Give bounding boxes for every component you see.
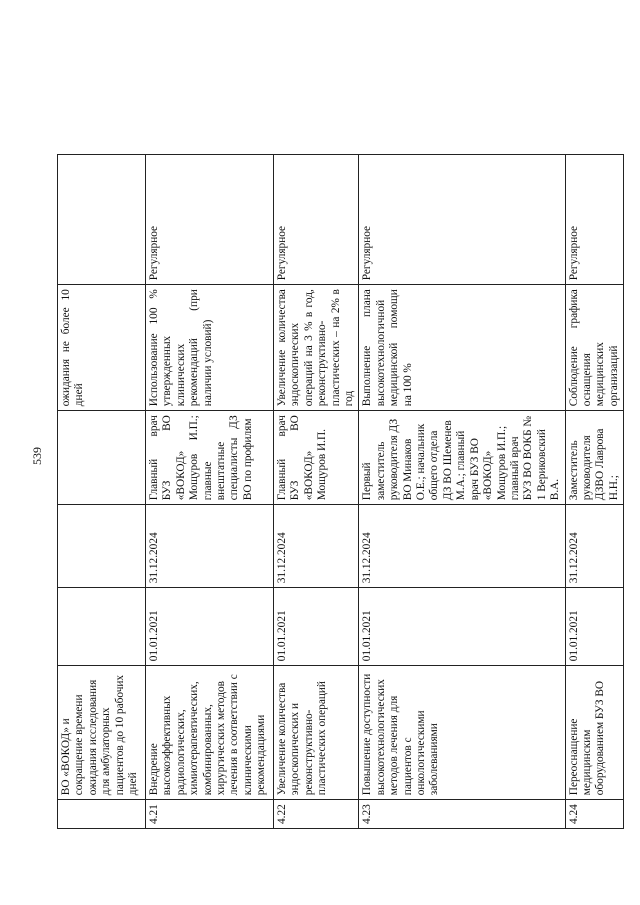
- measures-table: [57, 154, 624, 829]
- frequency-cell: Регулярное: [146, 155, 274, 285]
- result-cell: ожидания не более 10 дней: [58, 285, 146, 411]
- table-row: [146, 155, 274, 829]
- measure-cell: Повышение доступности высокотехнологических методов лечения для пациентов с онкологическими заболеваниями: [359, 666, 565, 800]
- result-cell: Увеличение количества эндоскопических операций на 3 % в год, реконструктивно-пластических – на 2% в год: [274, 285, 359, 411]
- responsible-cell: Заместитель руководителя ДЗВО Лаврова Н.Н.;: [565, 411, 624, 505]
- frequency-cell: [58, 155, 146, 285]
- frequency-cell: Регулярное: [274, 155, 359, 285]
- table-row: [359, 155, 565, 829]
- table-row: [274, 155, 359, 829]
- responsible-cell: Главный врач БУЗ ВО «ВОКОД» Мощуров И.П.: [274, 411, 359, 505]
- row-number: 4.23: [359, 800, 565, 829]
- start-date-cell: [58, 588, 146, 666]
- frequency-cell: Регулярное: [359, 155, 565, 285]
- measure-cell: Переоснащение медицинским оборудованием БУЗ ВО: [565, 666, 624, 800]
- row-number: [58, 800, 146, 829]
- frequency-cell: Регулярное: [565, 155, 624, 285]
- row-number: 4.21: [146, 800, 274, 829]
- start-date-cell: 01.01.2021: [146, 588, 274, 666]
- result-cell: Соблюдение графика оснащения медицинских организаций: [565, 285, 624, 411]
- responsible-cell: [58, 411, 146, 505]
- table-row: [565, 155, 624, 829]
- responsible-cell: Первый заместитель руководителя ДЗ ВО Минаков О.Е.; начальник общего отдела ДЗ ВО Шеменев М.А.; главный врач БУЗ ВО «ВОКОД» Мощуров И.П.; главный врач БУЗ ВО ВОКБ № 1 Вериковский В.А.: [359, 411, 565, 505]
- result-cell: Выполнение плана высокотехнологичной медицинской помощи на 100 %: [359, 285, 565, 411]
- end-date-cell: 31.12.2024: [146, 505, 274, 588]
- end-date-cell: 31.12.2024: [274, 505, 359, 588]
- page-number: 539: [30, 447, 44, 465]
- end-date-cell: 31.12.2024: [565, 505, 624, 588]
- row-number: 4.22: [274, 800, 359, 829]
- measure-cell: Внедрение высокоэффективных радиологических, химиотерапевтических, комбинированных, хирургических методов лечения в соответствии с клиническими рекомендациями: [146, 666, 274, 800]
- end-date-cell: 31.12.2024: [359, 505, 565, 588]
- start-date-cell: 01.01.2021: [274, 588, 359, 666]
- row-number: 4.24: [565, 800, 624, 829]
- responsible-cell: Главный врач БУЗ ВО «ВОКОД» Мощуров И.П.; главные внештатные специалисты ДЗ ВО по профилям: [146, 411, 274, 505]
- start-date-cell: 01.01.2021: [359, 588, 565, 666]
- start-date-cell: 01.01.2021: [565, 588, 624, 666]
- measure-cell: Увеличение количества эндоскопических и реконструктивно-пластических операций: [274, 666, 359, 800]
- measure-cell: ВО «ВОКОД» и сокращение времени ожидания исследования для амбулаторных пациентов до 10 рабочих дней: [58, 666, 146, 800]
- table-row: [58, 155, 146, 829]
- result-cell: Использование 100 % утвержденных клинических рекомендаций (при наличии условий): [146, 285, 274, 411]
- end-date-cell: [58, 505, 146, 588]
